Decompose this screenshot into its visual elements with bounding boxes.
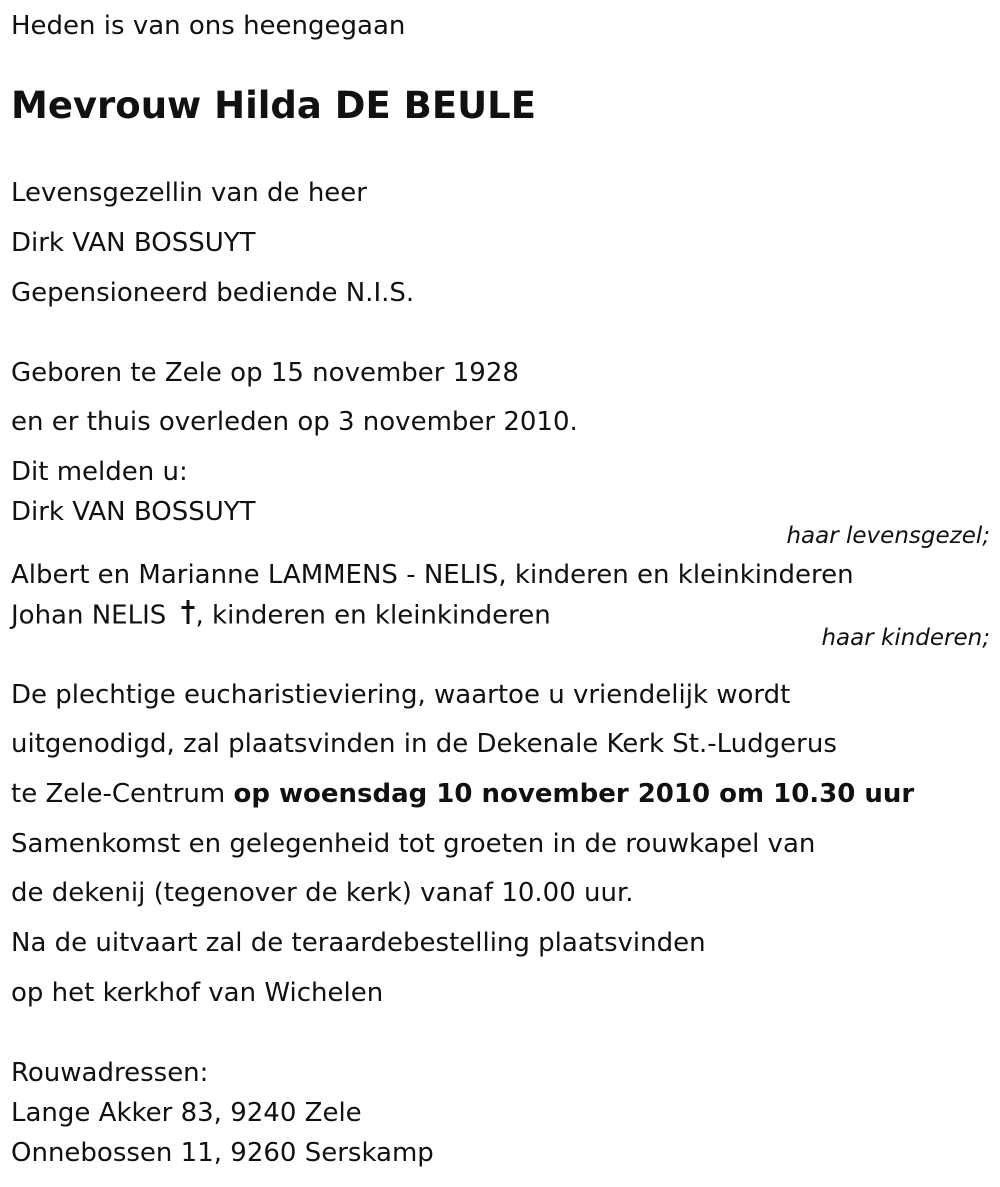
cross-icon (181, 599, 195, 633)
born-line: Geboren te Zele op 15 november 1928 (11, 358, 519, 388)
ceremony-line-2: uitgenodigd, zal plaatsvinden in de Dekenale Kerk St.-Ludgerus (11, 729, 837, 759)
partner-line-2: Dirk VAN BOSSUYT (11, 228, 256, 258)
partner-line-3: Gepensioneerd bediende N.I.S. (11, 278, 415, 308)
deceased-name: Mevrouw Hilda DE BEULE (11, 84, 537, 127)
ceremony-line-7: op het kerkhof van Wichelen (11, 978, 384, 1008)
ceremony-line-6: Na de uitvaart zal de teraardebestelling plaatsvinden (11, 928, 706, 958)
child-2-name: Johan NELIS (11, 600, 167, 631)
ceremony-line-4: Samenkomst en gelegenheid tot groeten in de rouwkapel van (11, 829, 816, 859)
intro-text: Heden is van ons heengegaan (11, 11, 406, 41)
announcer-partner-name: Dirk VAN BOSSUYT (11, 497, 256, 527)
announcer-children-role: haar kinderen; (821, 625, 990, 651)
ceremony-location: te Zele-Centrum (11, 779, 234, 809)
ceremony-line-5: de dekenij (tegenover de kerk) vanaf 10.00 uur. (11, 878, 634, 908)
child-2-rest: , kinderen en kleinkinderen (195, 600, 551, 631)
address-1: Lange Akker 83, 9240 Zele (11, 1098, 362, 1128)
ceremony-line-1: De plechtige eucharistieviering, waartoe u vriendelijk wordt (11, 680, 791, 710)
ceremony-line-3 (11, 778, 914, 810)
announcers-intro: Dit melden u: (11, 457, 188, 487)
died-line: en er thuis overleden op 3 november 2010. (11, 407, 578, 437)
announcer-partner-role: haar levensgezel; (786, 523, 990, 549)
addresses-title: Rouwadressen: (11, 1058, 209, 1088)
ceremony-datetime: op woensdag 10 november 2010 om 10.30 uur (233, 779, 915, 809)
announcer-child-2 (11, 599, 551, 633)
address-2: Onnebossen 11, 9260 Serskamp (11, 1138, 434, 1168)
partner-line-1: Levensgezellin van de heer (11, 178, 367, 208)
announcer-child-1: Albert en Marianne LAMMENS - NELIS, kinderen en kleinkinderen (11, 560, 854, 590)
